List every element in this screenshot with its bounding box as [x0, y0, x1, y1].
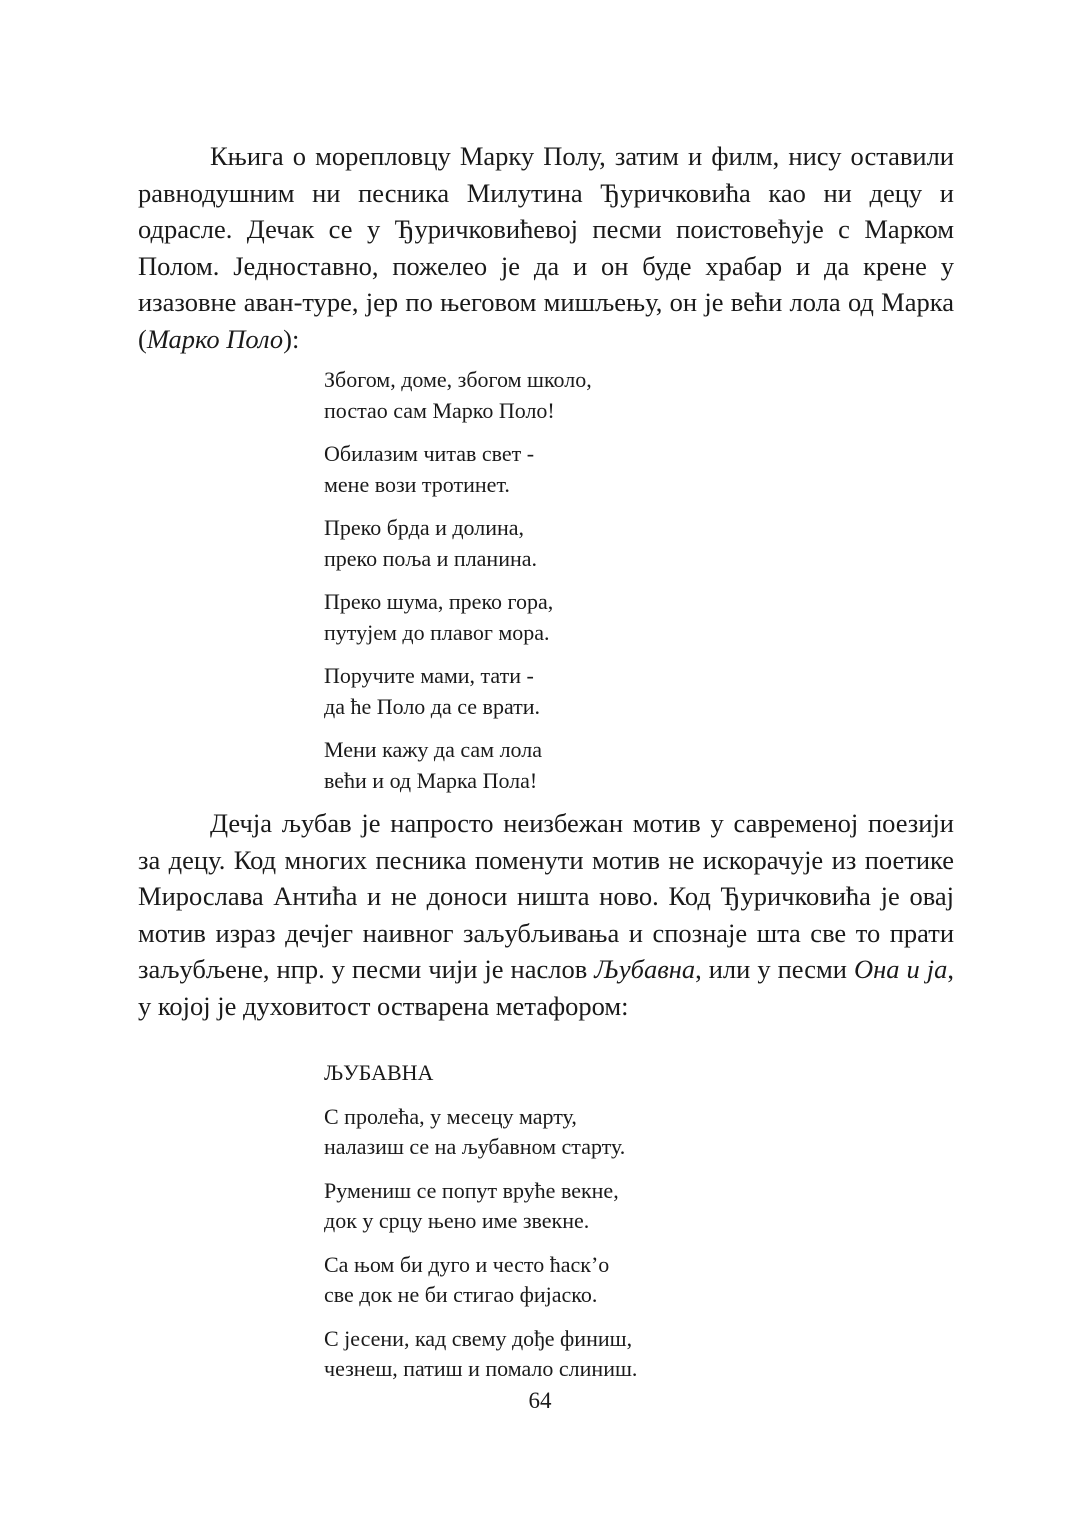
poem-marko-polo	[324, 365, 954, 796]
stanza	[324, 1176, 954, 1237]
stanza	[324, 587, 954, 648]
poem-line: С пролећа, у месецу марту,	[324, 1103, 577, 1129]
poem-line: Преко шума, преко гора,	[324, 589, 554, 614]
poem-ljubavna	[324, 1058, 954, 1385]
poem-line: Поручите мами, тати -	[324, 663, 534, 688]
stanza	[324, 513, 954, 574]
paragraph-love-motif	[138, 805, 954, 1024]
paragraph-marko-polo-tail: ):	[283, 323, 300, 354]
stanza	[324, 365, 954, 426]
poem-line: чезнеш, патиш и помало слиниш.	[324, 1356, 638, 1381]
poem-line: Мени кажу да сам лола	[324, 737, 543, 762]
paragraph-marko-polo-text: Књига о морепловцу Марку Полу, затим и филм, нису оставили равнодушним ни песника Милутина Ђуричковића као ни децу и одрасле. Дечак се у Ђуричковићевој песми поистовећује с Марком Полом. Једноставно, пожелео је да и он буде храбар и да крене у изазовне аван-туре, јер по његовом мишљењу, он је већи лола од Марка (	[138, 141, 954, 354]
poem-line: налазиш се на љубавном старту.	[324, 1134, 626, 1159]
page-content	[138, 138, 954, 1385]
poem-line: преко поља и планина.	[324, 545, 538, 571]
poem-line: Преко брда и долина,	[324, 515, 525, 540]
italic-title-ljubavna: Љубавна	[594, 954, 696, 984]
poem-line: да ће Поло да се врати.	[324, 693, 541, 719]
stanza	[324, 735, 954, 796]
paragraph-love-motif-tail: , у којој је духовитост остварена метафором:	[138, 954, 955, 1021]
poem-line: Обилазим читав свет -	[324, 441, 535, 466]
stanza	[324, 1250, 954, 1311]
paragraph-marko-polo	[138, 138, 954, 357]
paragraph-love-motif-text: Дечја љубав је напросто неизбежан мотив у савременој поезији за децу. Код многих песника поменути мотив не искорачује из поетике Мирослава Антића и не доноси ништа ново. Код Ђуричковића је овај мотив израз дечјег наивног заљубљивања и спознаје шта све то прати заљубљене, нпр. у песми чији је наслов	[138, 808, 954, 984]
italic-title-ona-i-ja: Она и ја	[853, 954, 948, 984]
poem-line: Са њом би дуго и често ћаск’о	[324, 1251, 610, 1277]
poem-line: мене вози тротинет.	[324, 471, 510, 497]
poem-line: С јесени, кад свему дође финиш,	[324, 1325, 633, 1351]
poem-line: док у срцу њено име звекне.	[324, 1208, 590, 1233]
page-number: 64	[528, 1388, 552, 1413]
stanza	[324, 1324, 954, 1385]
poem-line: постао сам Марко Поло!	[324, 397, 555, 423]
poem-line: све док не би стигао фијаско.	[324, 1282, 598, 1307]
stanza	[324, 661, 954, 722]
poem-line: Румениш се попут вруће векне,	[324, 1177, 619, 1203]
poem-title: ЉУБАВНА	[324, 1060, 434, 1085]
poem-line: Збогом, доме, збогом школо,	[324, 367, 592, 392]
poem-line: већи и од Марка Пола!	[324, 767, 538, 793]
italic-title-marko-polo: Марко Поло	[146, 323, 284, 354]
poem-line: путујем до плавог мора.	[324, 619, 550, 645]
stanza	[324, 439, 954, 500]
paragraph-love-motif-middle: , или у песми	[695, 954, 854, 984]
stanza	[324, 1102, 954, 1163]
